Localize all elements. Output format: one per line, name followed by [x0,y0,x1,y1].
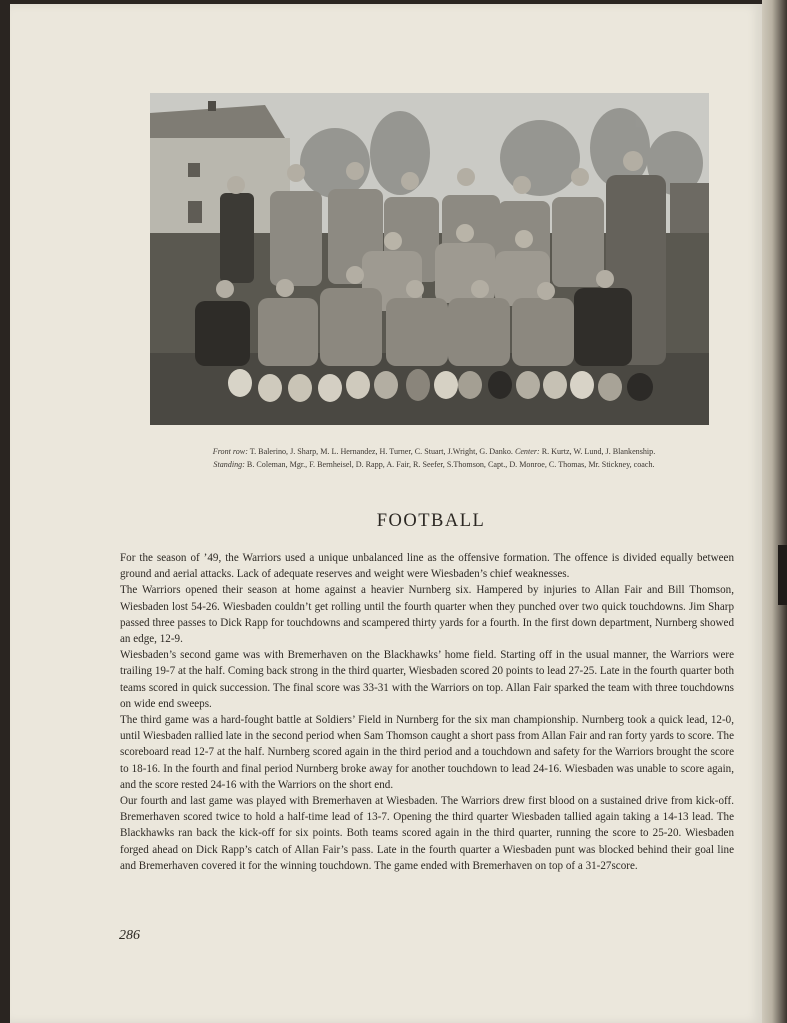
paragraph: The third game was a hard-fought battle at Soldiers’ Field in Nurnberg for the six man championship. Nurnberg took a quick lead, 12-0, until Wiesbaden rallied late in the second period when Sam Thomson caught a short pass from Allan Fair and ran forty yards to score. The scoreboard read 12-7 at the half. Nurnberg scored again in the third period and a touchdown and safety for the Warriors brought the score to 18-16. In the fourth and final period Nurnberg broke away for another touchdown to lead 24-16. Wiesbaden was unable to score again, and the score rested 24-16 with the Warriors on the short end. [120,714,734,791]
page-number: 286 [119,928,140,943]
paragraph: Our fourth and last game was played with Bremerhaven at Wiesbaden. The Warriors drew first blood on a sustained drive from kick-off. Bremerhaven scored twice to hold a half-time lead of 13-7. Opening the third quarter Wiesbaden tallied again taking a 14-13 lead. The Blackhawks ran back the kick-off for six points. Both teams scored again in the third quarter, running the score to 25-20. Wiesbaden forged ahead on Dick Rapp’s catch of Allan Fair’s pass. Late in the fourth quarter a Wiesbaden punt was blocked behind their goal line and Bremerhaven covered it for the winning touchdown. The game ended with Bremerhaven on top of a 31-27score. [120,795,734,872]
paragraph: For the season of ’49, the Warriors used a unique unbalanced line as the offensive formation. The offence is divided equally between ground and aerial attacks. Lack of adequate reserves and weight were Wiesbaden’s chief weaknesses. [120,552,734,581]
caption-front-row-names: T. Balerino, J. Sharp, M. L. Hernandez, H. Turner, C. Stuart, J.Wright, G. Danko. [247,447,513,456]
section-title: FOOTBALL [376,511,486,531]
caption-center-label: Center: [514,447,540,456]
team-photo-illustration [150,93,709,425]
caption-standing-label: Standing: [213,460,245,469]
photo-caption [144,445,724,471]
caption-front-row-label: Front row: [212,447,248,456]
article-body [120,550,734,874]
book-edge [762,0,787,1023]
yearbook-page [10,4,762,1023]
paragraph: The Warriors opened their season at home against a heavier Nurnberg six. Hampered by injuries to Allan Fair and Bill Thomson, Wiesbaden lost 54-26. Wiesbaden couldn’t get rolling until the fourth quarter when they punched over two quick touchdowns. Jim Sharp passed three passes to Dick Rapp for touchdowns and scampered thirty yards for a fourth. In the first down department, Nurnberg showed an edge, 12-9. [120,584,734,646]
caption-center-names: R. Kurtz, W. Lund, J. Blankenship. [539,447,656,456]
team-photo [150,93,709,425]
caption-standing-names: B. Coleman, Mgr., F. Bernheisel, D. Rapp, A. Fair, R. Seefer, S.Thomson, Capt., D. Monroe, C. Thomas, Mr. Stickney, coach. [244,460,655,469]
caption-line-front-center [144,445,724,458]
paragraph: Wiesbaden’s second game was with Bremerhaven on the Blackhawks’ home field. Starting off in the usual manner, the Warriors were trailing 19-7 at the half. Coming back strong in the third quarter, Wiesbaden scored 20 points to lead 27-25. Late in the fourth quarter both teams scored in quick succession. The final score was 33-31 with the Warriors on top. Allan Fair sparked the team with three touchdowns on wide end sweeps. [120,649,734,710]
edge-mark [778,545,787,605]
caption-line-standing [144,458,724,471]
